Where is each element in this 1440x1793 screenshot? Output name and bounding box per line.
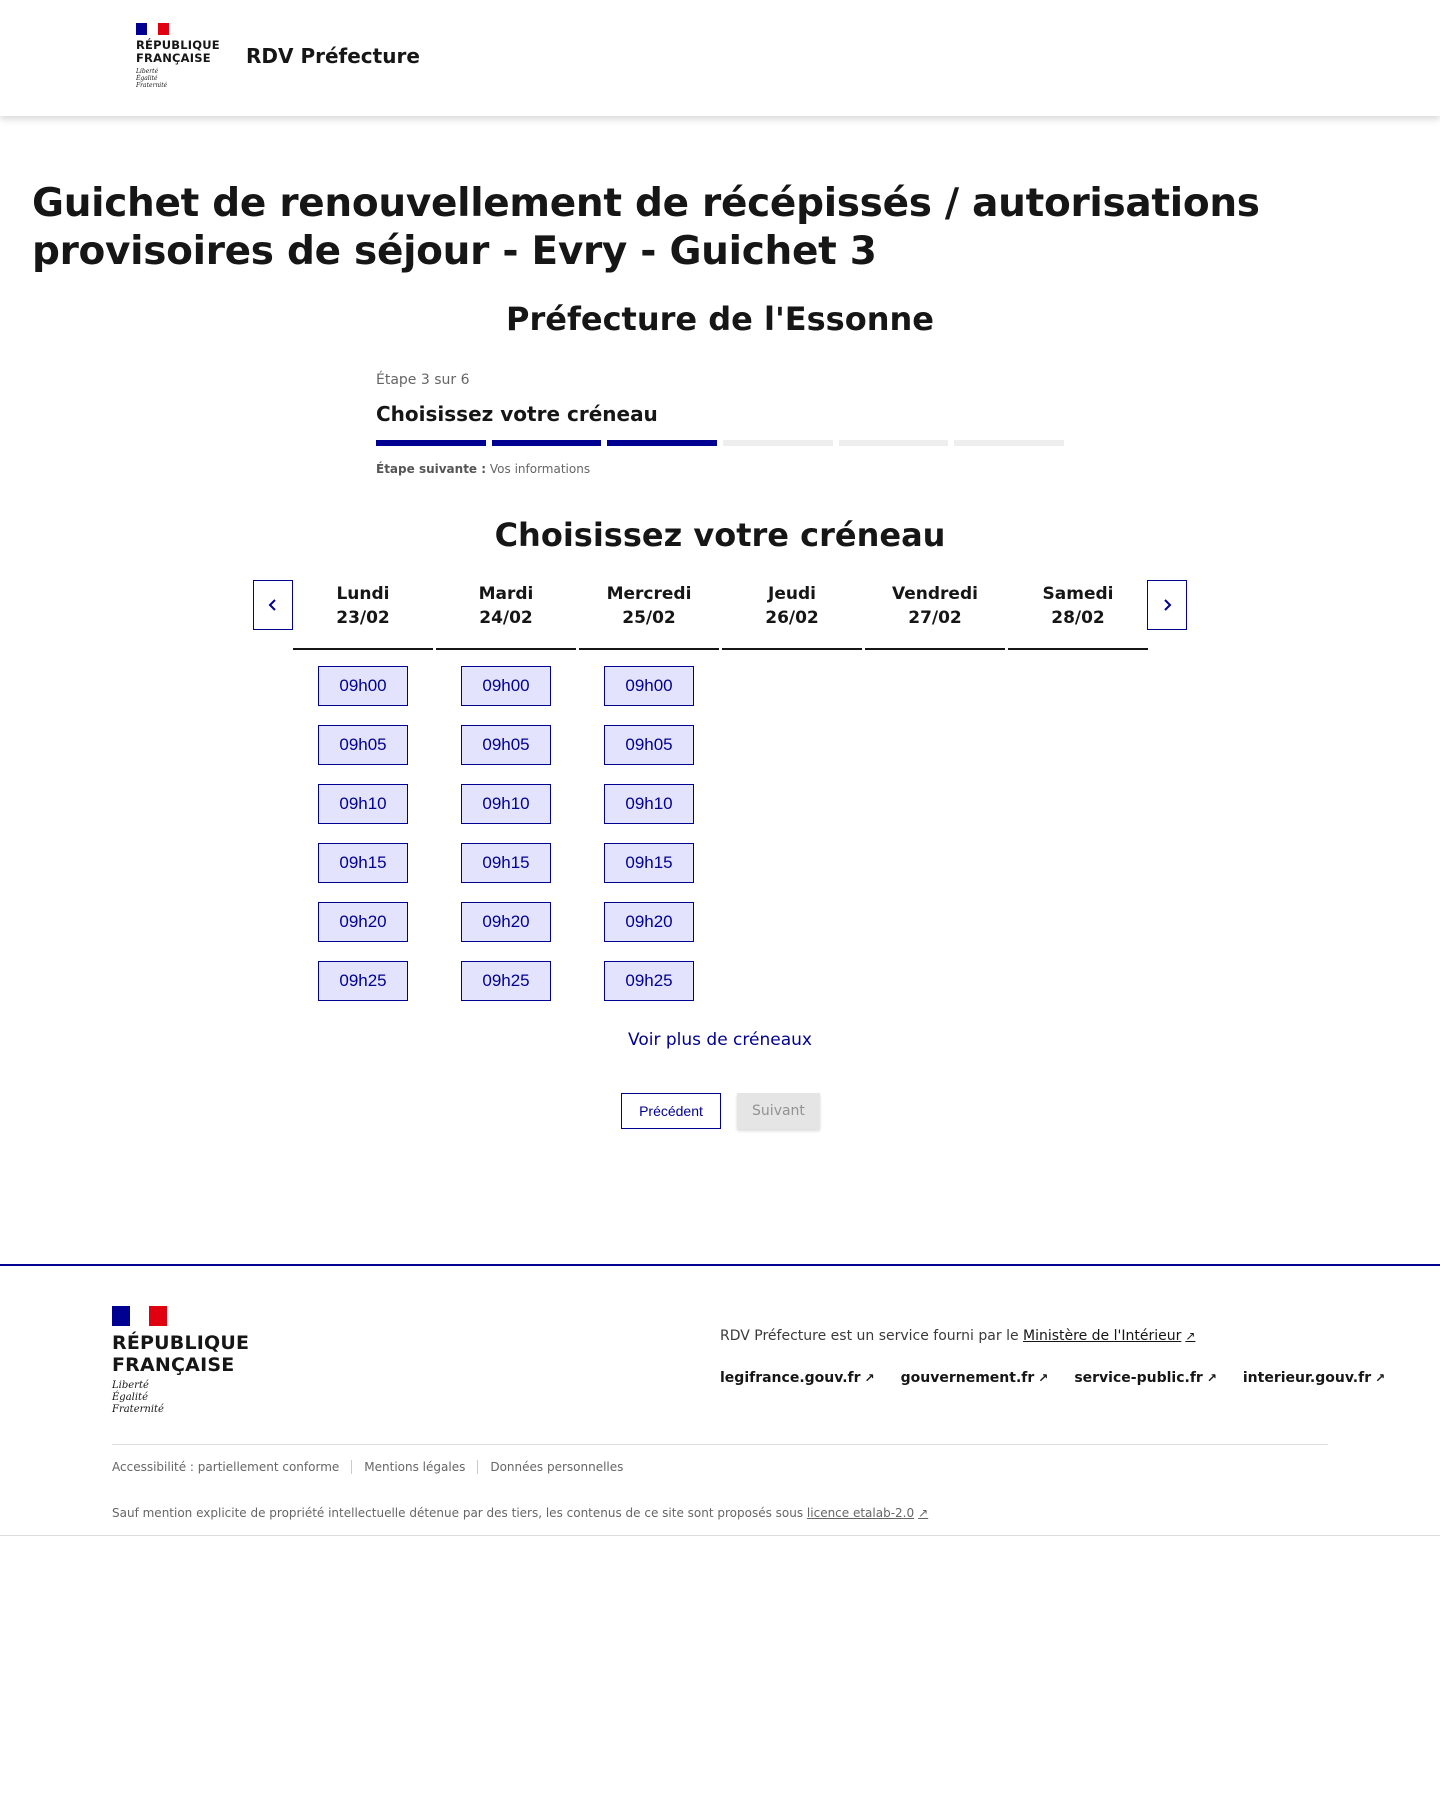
time-slot-button[interactable]: 09h25	[604, 961, 694, 1001]
motto-fraternite: Fraternité	[136, 82, 168, 89]
time-slot-button[interactable]: 09h00	[461, 666, 551, 706]
slot-calendar	[253, 580, 1187, 1000]
day-date: 24/02	[479, 608, 533, 628]
motto-liberte: Liberté	[136, 68, 159, 75]
footer-link-gouvernement[interactable]	[901, 1370, 1049, 1386]
day-column	[865, 580, 1005, 650]
license-link-label: licence etalab-2.0	[806, 1506, 915, 1520]
step-segment	[723, 440, 833, 446]
personal-data-link[interactable]: Données personnelles	[477, 1460, 635, 1474]
day-header	[579, 580, 719, 650]
motto-egalite: Égalité	[136, 75, 158, 82]
footer-link-label: interieur.gouv.fr	[1242, 1370, 1372, 1386]
external-link-icon: ↗	[864, 1371, 875, 1385]
day-date: 28/02	[1051, 608, 1105, 628]
footer-bottom-links	[112, 1460, 635, 1474]
time-slot-button[interactable]: 09h00	[318, 666, 408, 706]
logo-line-2: FRANÇAISE	[136, 51, 211, 65]
previous-button[interactable]: Précédent	[621, 1093, 721, 1129]
day-date: 26/02	[765, 608, 819, 628]
footer-logo-motto	[112, 1380, 249, 1416]
time-slot-button[interactable]: 09h25	[318, 961, 408, 1001]
day-header	[436, 580, 576, 650]
time-slot-button[interactable]: 09h15	[604, 843, 694, 883]
step-segment	[492, 440, 602, 446]
external-link-icon: ↗	[1375, 1371, 1386, 1385]
footer-link-legifrance[interactable]	[720, 1370, 875, 1386]
time-slot-button[interactable]: 09h10	[318, 784, 408, 824]
step-segment	[376, 440, 486, 446]
accessibility-link[interactable]: Accessibilité : partiellement conforme	[112, 1460, 340, 1474]
footer-link-interieur[interactable]	[1243, 1370, 1385, 1386]
time-slot-button[interactable]: 09h20	[461, 902, 551, 942]
footer-divider	[112, 1444, 1328, 1445]
stepper	[376, 372, 1064, 476]
step-next-value: Vos informations	[489, 462, 591, 476]
day-column	[1008, 580, 1148, 650]
republique-francaise-logo[interactable]	[136, 23, 226, 89]
time-slot-button[interactable]: 09h05	[604, 725, 694, 765]
time-slot-button[interactable]: 09h10	[461, 784, 551, 824]
day-date: 27/02	[908, 608, 962, 628]
day-column	[722, 580, 862, 650]
time-slot-button[interactable]: 09h15	[318, 843, 408, 883]
day-name: Samedi	[1042, 584, 1114, 604]
day-name: Mercredi	[606, 584, 692, 604]
slots-title: Choisissez votre créneau	[494, 516, 946, 554]
day-header	[293, 580, 433, 650]
prev-week-button[interactable]	[253, 580, 293, 630]
time-slot-button[interactable]: 09h20	[318, 902, 408, 942]
footer-links	[720, 1370, 1385, 1386]
page-title: Guichet de renouvellement de récépissés / autorisations provisoires de séjour - Evry - Guichet 3	[32, 181, 1260, 274]
next-week-button[interactable]	[1147, 580, 1187, 630]
footer-desc-text: RDV Préfecture est un service fourni par le	[720, 1328, 1024, 1344]
time-slot-button[interactable]: 09h25	[461, 961, 551, 1001]
day-header	[1008, 580, 1148, 650]
day-date: 23/02	[336, 608, 390, 628]
marianne-flag-icon	[112, 1306, 167, 1326]
step-segment	[607, 440, 717, 446]
license-text: Sauf mention explicite de propriété intellectuelle détenue par des tiers, les contenus de ce site sont proposés sous	[112, 1506, 807, 1520]
day-column	[293, 580, 433, 1001]
footer-link-label: legifrance.gouv.fr	[720, 1370, 861, 1386]
footer-license	[112, 1506, 928, 1520]
prefecture-name: Préfecture de l'Essonne	[506, 300, 934, 338]
external-link-icon: ↗	[1206, 1371, 1217, 1385]
step-next-label: Étape suivante :	[376, 462, 487, 476]
time-slot-button[interactable]: 09h05	[461, 725, 551, 765]
external-link-icon: ↗	[918, 1506, 929, 1520]
footer-description	[720, 1328, 1195, 1344]
step-title: Choisissez votre créneau	[376, 402, 658, 426]
day-date: 25/02	[622, 608, 676, 628]
footer-motto-egalite: Égalité	[112, 1392, 148, 1403]
time-slot-button[interactable]: 09h10	[604, 784, 694, 824]
external-link-icon: ↗	[1185, 1329, 1196, 1343]
footer-republique-francaise-logo[interactable]	[112, 1306, 249, 1416]
chevron-left-icon	[267, 598, 279, 612]
external-link-icon: ↗	[1038, 1371, 1049, 1385]
step-segment	[839, 440, 949, 446]
logo-line-1: RÉPUBLIQUE	[136, 38, 220, 52]
site-footer	[0, 1264, 1440, 1536]
time-slot-button[interactable]: 09h05	[318, 725, 408, 765]
legal-notice-link[interactable]: Mentions légales	[351, 1460, 477, 1474]
footer-motto-liberte: Liberté	[112, 1380, 149, 1391]
day-name: Jeudi	[768, 584, 816, 604]
footer-link-label: service-public.fr	[1074, 1370, 1203, 1386]
day-column	[579, 580, 719, 1001]
day-column	[436, 580, 576, 1001]
step-next	[376, 462, 1064, 476]
day-header	[865, 580, 1005, 650]
next-button-disabled[interactable]: Suivant	[737, 1093, 820, 1129]
step-progress-bar	[376, 440, 1064, 446]
footer-link-service-public[interactable]	[1074, 1370, 1217, 1386]
day-name: Lundi	[336, 584, 390, 604]
ministere-link[interactable]	[1023, 1328, 1195, 1344]
more-slots-link[interactable]: Voir plus de créneaux	[628, 1030, 812, 1050]
site-header	[0, 0, 1440, 116]
marianne-flag-icon	[136, 23, 169, 35]
footer-motto-fraternite: Fraternité	[112, 1404, 164, 1415]
footer-logo-line-2: FRANÇAISE	[112, 1354, 235, 1376]
time-slot-button[interactable]: 09h00	[604, 666, 694, 706]
time-slot-button[interactable]: 09h15	[461, 843, 551, 883]
license-link[interactable]	[807, 1506, 928, 1520]
logo-motto	[136, 68, 226, 89]
footer-logo-line-1: RÉPUBLIQUE	[112, 1332, 250, 1354]
step-segment	[954, 440, 1064, 446]
day-name: Vendredi	[892, 584, 978, 604]
day-header	[722, 580, 862, 650]
step-count: Étape 3 sur 6	[376, 372, 470, 388]
day-name: Mardi	[478, 584, 534, 604]
ministere-link-label: Ministère de l'Intérieur	[1023, 1328, 1182, 1344]
chevron-right-icon	[1161, 598, 1173, 612]
footer-link-label: gouvernement.fr	[900, 1370, 1035, 1386]
time-slot-button[interactable]: 09h20	[604, 902, 694, 942]
site-title[interactable]: RDV Préfecture	[246, 44, 420, 68]
